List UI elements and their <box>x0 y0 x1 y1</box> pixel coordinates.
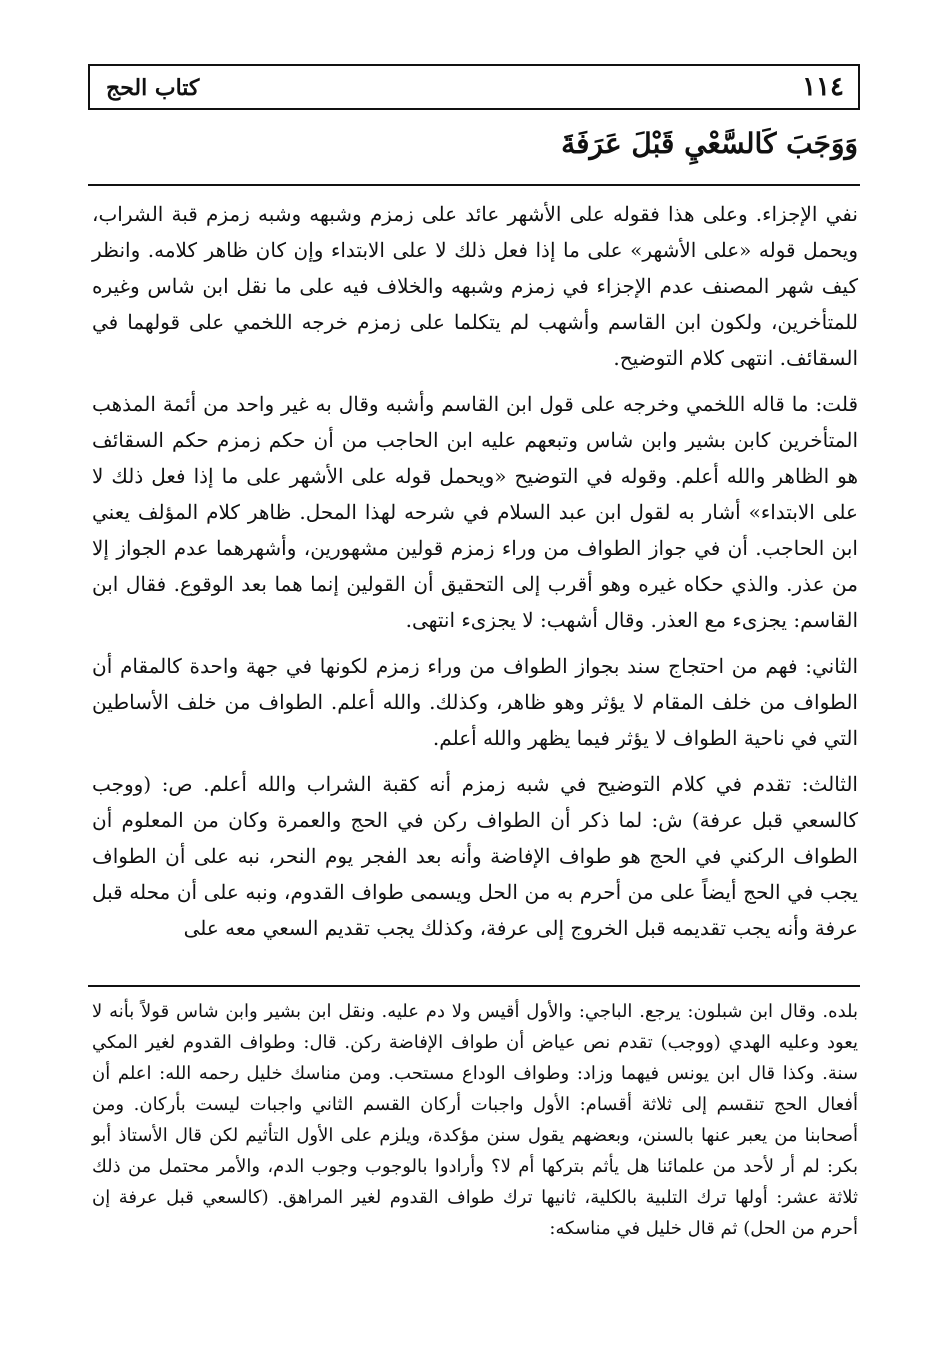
divider-top <box>88 184 860 186</box>
footnote-text <box>92 996 858 1244</box>
main-text <box>92 196 858 956</box>
paragraph: قلت: ما قاله اللخمي وخرجه على قول ابن القاسم وأشبه وقال به غير واحد من أئمة المذهب المتأخرين كابن بشير وابن شاس وتبعهم عليه ابن الحاجب من أن حكم زمزم حكم السقائف هو الظاهر والله أعلم. وقوله في التوضيح «ويحمل قوله على الأشهر على ما إذا فعل ذلك لا على الابتداء» أشار به لقول ابن عبد السلام في شرحه لهذا المحل. ظاهر كلام المؤلف يعني ابن الحاجب. أن في جواز الطواف من وراء زمزم قولين مشهورين، وأشهرهما عدم الجواز إلا من عذر. والذي حكاه غيره وهو أقرب إلى التحقيق أن القولين إنما هما بعد الوقوع. فقال ابن القاسم: يجزىء مع العذر. وقال أشهب: لا يجزىء انتهى. <box>92 392 858 632</box>
page-number: ١١٤ <box>802 72 844 102</box>
book-title: كتاب الحج <box>106 75 200 101</box>
paragraph: الثاني: فهم من احتجاج سند بجواز الطواف من وراء زمزم لكونها في جهة واحدة كالمقام أن الطواف من خلف المقام لا يؤثر وهو ظاهر، وكذلك. والله أعلم. الطواف من خلف الأساطين التي في ناحية الطواف لا يؤثر فيما يظهر والله أعلم. <box>92 654 858 750</box>
verse-heading: وَوَجَبَ كَالسَّعْيِ قَبْلَ عَرَفَةَ <box>561 127 858 160</box>
paragraph: الثالث: تقدم في كلام التوضيح في شبه زمزم أنه كقبة الشراب والله أعلم. ص: (ووجب كالسعي قبل عرفة) ش: لما ذكر أن الطواف ركن في الحج والعمرة وكان من المعلوم أن الطواف الركني في الحج هو طواف الإفاضة وأنه بعد الفجر يوم النحر، نبه على أن الطواف يجب في الحج أيضاً على من أحرم به من الحل ويسمى طواف القدوم، ونبه على أن محله قبل عرفة وأنه يجب تقديمه قبل الخروج إلى عرفة، وكذلك يجب تقديم السعي معه على <box>92 772 858 940</box>
paragraph: نفي الإجزاء. وعلى هذا فقوله على الأشهر عائد على زمزم وشبهه وشبه زمزم قبة الشراب، ويحمل قوله «على الأشهر» على ما إذا فعل ذلك لا على الابتداء وإن كان ظاهر كلامه. وانظر كيف شهر المصنف عدم الإجزاء في زمزم وشبهه والخلاف فيه على ما نقل ابن شاس وغيره للمتأخرين، ولكون ابن القاسم وأشهب لم يتكلما على زمزم خرجه اللخمي على قولهما في السقائف. انتهى كلام التوضيح. <box>92 202 858 370</box>
footnote-paragraph: بلده. وقال ابن شبلون: يرجع. الباجي: والأول أقيس ولا دم عليه. ونقل ابن بشير وابن شاس قولاً بأنه لا يعود وعليه الهدي (ووجب) تقدم نص عياض أن طواف الإفاضة ركن. قال: وطواف القدوم لغير المكي سنة. وكذا قال ابن يونس فيهما وزاد: وطواف الوداع مستحب. ومن مناسك خليل رحمه الله: اعلم أن أفعال الحج تنقسم إلى ثلاثة أقسام: الأول واجبات أركان القسم الثاني واجبات ليست بأركان. ومن أصحابنا من يعبر عنها بالسنن، وبعضهم يقول سنن مؤكدة، ويلزم على الأول التأثيم لكن قال الأستاذ أبو بكر: لم أر لأحد من علمائنا هل يأثم بتركها أم لا؟ وأرادوا بالوجوب وجوب الدم، والأمر محتمل من ذلك ثلاثة عشر: أولها ترك التلبية بالكلية، ثانيها ترك طواف القدوم لغير المراهق. (كالسعي قبل عرفة إن أحرم من الحل) ثم قال خليل في مناسكه: <box>92 1001 858 1239</box>
page-header <box>88 64 860 110</box>
footnote-divider <box>88 985 860 987</box>
